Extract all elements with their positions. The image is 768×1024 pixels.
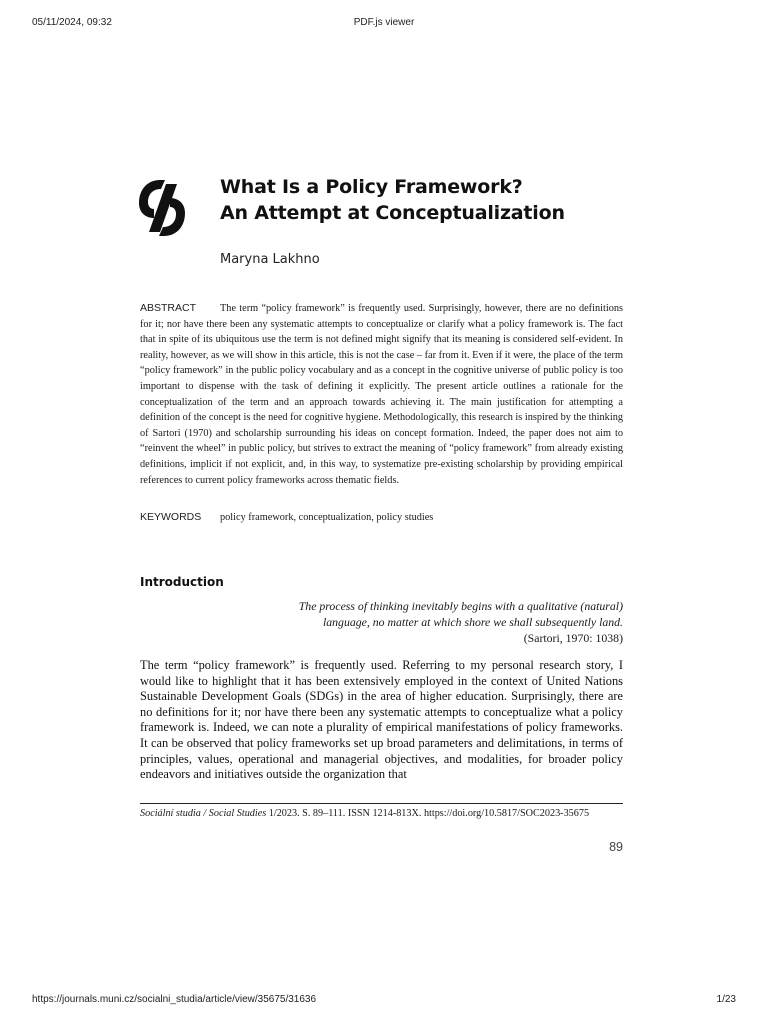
epigraph-line-2: language, no matter at which shore we shall subsequently land. [322,615,623,629]
abstract-text: The term “policy framework” is frequently used. Surprisingly, however, there are no definitions for it; nor have there been any systematic attempts to conceptualize or clarify what a policy framework is. The fact that in spite of its ubiquitous use the term is not defined might signify that its meaning is considered self-evident. In reality, however, as we will show in this article, this is not the case – far from it. Even if it were, the place of the term “policy framework” in the public policy vocabulary and as a concept in the cognitive universe of public policy is too important to dispense with the task of defining it explicitly. The present article outlines a rationale for the conceptualization of the term and an approach towards achieving it. The main justification for attempting a definition of the concept is the need for cognitive hygiene. Methodologically, this research is inspired by the thinking of Sartori (1970) and scholarship surrounding his ideas on concept formation. Indeed, the paper does not aim to “reinvent the wheel” in public policy, but strives to extract the meaning of “policy framework” from already existing definitions, implicit if not explicit, and, in this way, to systematize pre-existing scholarship by providing empirical references to current policy frameworks across thematic fields. [140,303,623,486]
citation-line [140,808,630,819]
article-title [220,174,640,226]
footer-rule [140,803,623,804]
keywords-text: policy framework, conceptualization, policy studies [220,512,434,523]
epigraph [240,598,623,646]
print-header [0,17,768,31]
journal-logo-icon [136,178,188,238]
abstract [140,301,623,488]
section-heading-introduction: Introduction [140,575,224,589]
body-paragraph: The term “policy framework” is frequently used. Referring to my personal research story, I would like to highlight that it has been extensively employed in the context of United Nations Sustainable Development Goals (SDGs) in the area of higher education. Surprisingly, there are no definitions for it; nor have there been any systematic attempts to conceptualize what a policy framework is. Indeed, we can note a plurality of empirical manifestations of policy frameworks. It can be observed that policy frameworks set up broad parameters and delimitations, in terms of principles, values, operational and managerial objectives, and modalities, for broader policy endeavors and initiatives outside the organization that [140,658,623,782]
print-datetime: 05/11/2024, 09:32 [32,17,112,28]
article-author: Maryna Lakhno [220,252,320,267]
print-url: https://journals.muni.cz/socialni_studia/article/view/35675/31636 [32,994,317,1005]
abstract-label: ABSTRACT [140,302,197,314]
print-footer [0,994,768,1008]
citation-journal: Sociální studia / Social Studies [140,808,267,819]
print-page-title: PDF.js viewer [353,17,415,28]
citation-details: 1/2023. S. 89–111. ISSN 1214-813X. https://doi.org/10.5817/SOC2023-35675 [266,808,590,819]
epigraph-line-1: The process of thinking inevitably begins with a qualitative (natural) [298,599,623,613]
print-page-count: 1/23 [716,994,736,1005]
article-title-line-1: What Is a Policy Framework? [220,176,523,198]
keywords [140,511,623,523]
keywords-label: KEYWORDS [140,511,202,523]
epigraph-source: (Sartori, 1970: 1038) [523,631,623,645]
page-number: 89 [609,840,623,854]
article-title-line-2: An Attempt at Conceptualization [220,202,565,224]
